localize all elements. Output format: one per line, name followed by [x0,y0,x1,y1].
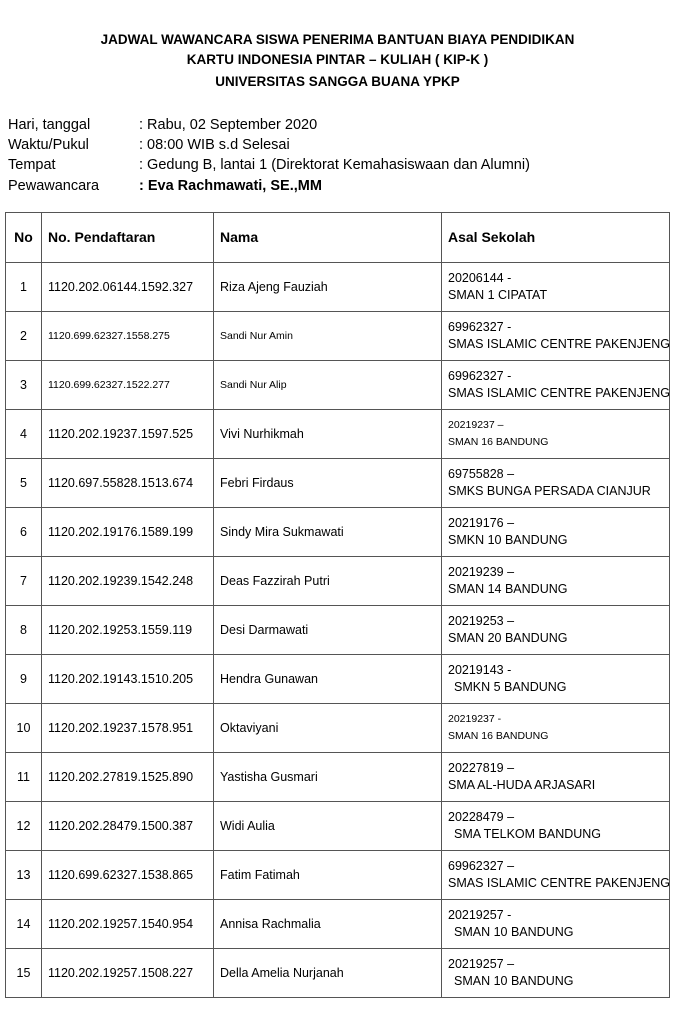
school-code: 20219143 - [448,663,512,677]
table-row [6,655,670,704]
student-name: Widi Aulia [214,802,442,851]
row-number: 13 [6,851,42,900]
registration-number: 1120.202.19253.1559.119 [42,606,214,655]
school-name: SMAN 16 BANDUNG [448,436,549,448]
student-name: Vivi Nurhikmah [214,410,442,459]
interviewer-name: : Eva Rachmawati, SE.,MM [139,178,322,194]
school-name: SMAS ISLAMIC CENTRE PAKENJENG [448,386,671,400]
registration-number: 1120.202.19257.1540.954 [42,900,214,949]
info-label: Hari, tanggal [8,117,91,133]
table-row [6,557,670,606]
document-title-line-1: JADWAL WAWANCARA SISWA PENERIMA BANTUAN BIAYA PENDIDIKAN [100,32,575,47]
school-name: SMAN 10 BANDUNG [454,974,574,988]
registration-number: 1120.202.27819.1525.890 [42,753,214,802]
table-row [6,459,670,508]
table-row [6,361,670,410]
school-origin [442,704,670,753]
registration-number: 1120.202.19176.1589.199 [42,508,214,557]
table-row [6,410,670,459]
table-row [6,312,670,361]
info-label: Waktu/Pukul [8,137,89,153]
school-origin [442,410,670,459]
school-name: SMA TELKOM BANDUNG [454,827,602,841]
registration-number: 1120.699.62327.1522.277 [42,361,214,410]
student-name: Della Amelia Nurjanah [214,949,442,998]
row-number: 12 [6,802,42,851]
student-name: Sandi Nur Alip [214,361,442,410]
school-code: 69962327 - [448,320,512,334]
school-origin [442,851,670,900]
interview-schedule-table [5,212,670,998]
school-origin [442,949,670,998]
student-name: Hendra Gunawan [214,655,442,704]
registration-number: 1120.202.28479.1500.387 [42,802,214,851]
registration-number: 1120.202.19257.1508.227 [42,949,214,998]
info-value: : Gedung B, lantai 1 (Direktorat Kemahasiswaan dan Alumni) [139,157,530,173]
row-number: 9 [6,655,42,704]
student-name: Riza Ajeng Fauziah [214,263,442,312]
school-origin [442,361,670,410]
school-origin [442,263,670,312]
row-number: 3 [6,361,42,410]
school-name: SMKN 10 BANDUNG [448,533,568,547]
table-row [6,802,670,851]
row-number: 2 [6,312,42,361]
table-row [6,263,670,312]
school-origin [442,655,670,704]
row-number: 4 [6,410,42,459]
school-origin [442,557,670,606]
row-number: 6 [6,508,42,557]
school-origin [442,802,670,851]
row-number: 10 [6,704,42,753]
school-name: SMAN 10 BANDUNG [454,925,574,939]
school-origin [442,508,670,557]
registration-number: 1120.202.19143.1510.205 [42,655,214,704]
info-value: : 08:00 WIB s.d Selesai [139,137,290,153]
school-name: SMAN 1 CIPATAT [448,288,548,302]
school-name: SMAN 16 BANDUNG [448,730,549,742]
school-origin [442,753,670,802]
row-number: 15 [6,949,42,998]
table-header-row [6,213,670,263]
document-title-line-3: UNIVERSITAS SANGGA BUANA YPKP [215,74,460,89]
column-header-no: No [6,213,42,263]
document-title-line-2: KARTU INDONESIA PINTAR – KULIAH ( KIP-K ) [186,52,489,67]
school-code: 69962327 - [448,369,512,383]
school-code: 20219237 – [448,419,504,431]
row-number: 5 [6,459,42,508]
school-code: 69755828 – [448,467,515,481]
student-name: Oktaviyani [214,704,442,753]
row-number: 11 [6,753,42,802]
school-origin [442,459,670,508]
school-origin [442,606,670,655]
school-origin [442,312,670,361]
registration-number: 1120.202.19237.1597.525 [42,410,214,459]
table-row [6,851,670,900]
table-row [6,508,670,557]
school-origin [442,900,670,949]
registration-number: 1120.202.06144.1592.327 [42,263,214,312]
student-name: Sandi Nur Amin [214,312,442,361]
school-name: SMAS ISLAMIC CENTRE PAKENJENG [448,337,671,351]
table-row [6,753,670,802]
school-name: SMAN 14 BANDUNG [448,582,568,596]
school-name: SMKS BUNGA PERSADA CIANJUR [448,484,651,498]
registration-number: 1120.699.62327.1538.865 [42,851,214,900]
school-name: SMKN 5 BANDUNG [454,680,567,694]
student-name: Sindy Mira Sukmawati [214,508,442,557]
registration-number: 1120.202.19239.1542.248 [42,557,214,606]
column-header-school: Asal Sekolah [442,213,670,263]
student-name: Annisa Rachmalia [214,900,442,949]
table-row [6,704,670,753]
info-value [139,176,322,196]
table-row [6,900,670,949]
school-code: 20219239 – [448,565,515,579]
info-value: : Rabu, 02 September 2020 [139,117,318,133]
student-name: Febri Firdaus [214,459,442,508]
school-code: 20227819 – [448,761,515,775]
registration-number: 1120.699.62327.1558.275 [42,312,214,361]
column-header-registration: No. Pendaftaran [42,213,214,263]
student-name: Deas Fazzirah Putri [214,557,442,606]
school-code: 20219253 – [448,614,515,628]
student-name: Desi Darmawati [214,606,442,655]
row-number: 8 [6,606,42,655]
table-row [6,949,670,998]
school-code: 20228479 – [448,810,515,824]
school-code: 20219257 - [448,908,512,922]
school-name: SMA AL-HUDA ARJASARI [448,778,596,792]
row-number: 1 [6,263,42,312]
info-label: Pewawancara [8,178,100,194]
info-label: Tempat [8,157,56,173]
school-code: 20219257 – [448,957,515,971]
column-header-name: Nama [214,213,442,263]
row-number: 14 [6,900,42,949]
school-code: 20206144 - [448,271,512,285]
school-name: SMAS ISLAMIC CENTRE PAKENJENG [448,876,671,890]
school-name: SMAN 20 BANDUNG [448,631,568,645]
school-code: 20219176 – [448,516,515,530]
registration-number: 1120.697.55828.1513.674 [42,459,214,508]
student-name: Fatim Fatimah [214,851,442,900]
registration-number: 1120.202.19237.1578.951 [42,704,214,753]
student-name: Yastisha Gusmari [214,753,442,802]
row-number: 7 [6,557,42,606]
school-code: 69962327 – [448,859,515,873]
table-row [6,606,670,655]
school-code: 20219237 - [448,713,502,725]
